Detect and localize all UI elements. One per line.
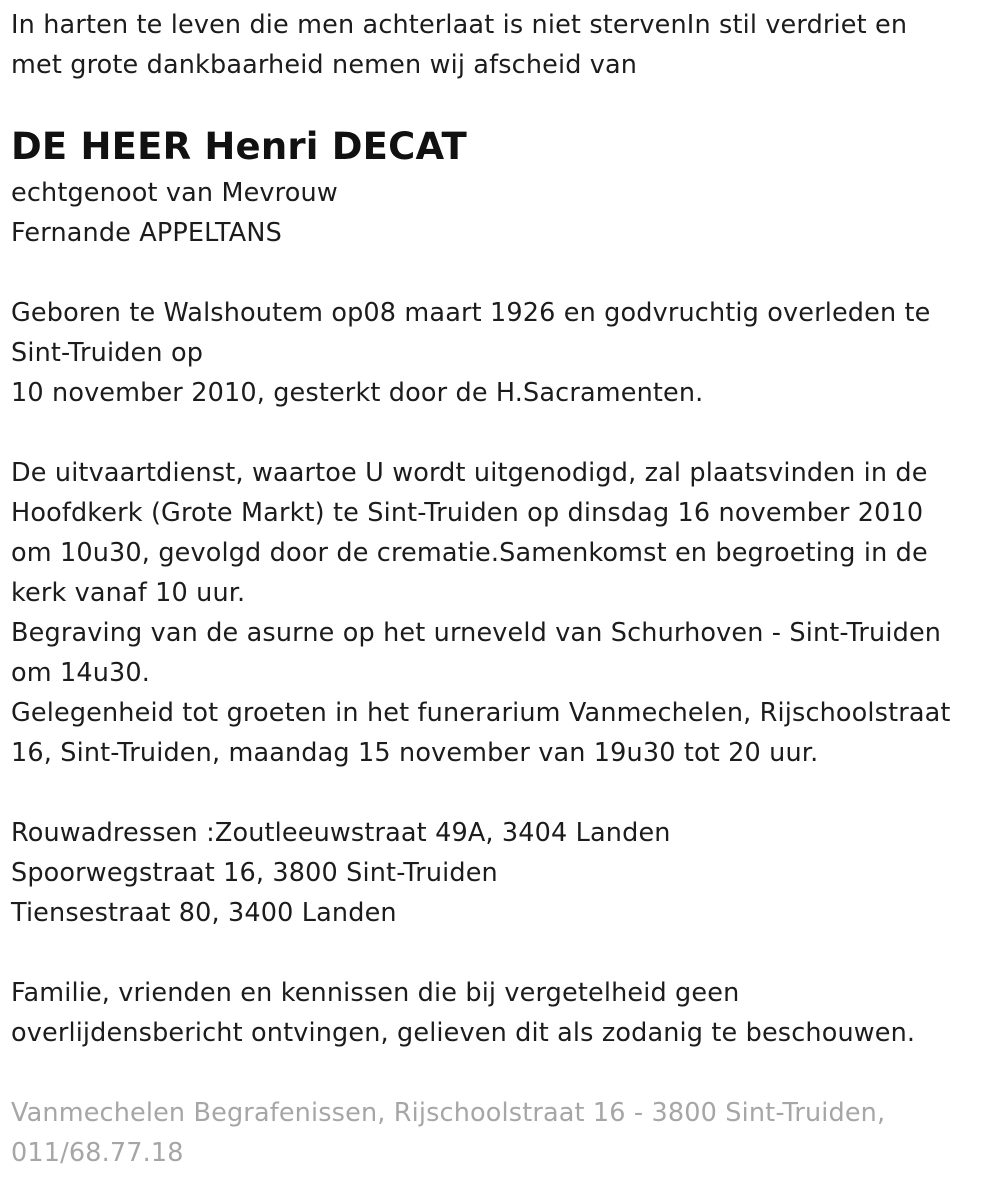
obituary-notice	[11, 0, 996, 1173]
closing-line: overlijdensbericht ontvingen, gelieven dit als zodanig te beschouwen.	[11, 1018, 916, 1048]
ceremony-line: om 14u30.	[11, 658, 151, 688]
mourning-addresses	[11, 813, 996, 933]
spacer	[11, 933, 996, 973]
spacer	[11, 1053, 996, 1093]
closing-line: Familie, vrienden en kennissen die bij vergetelheid geen	[11, 978, 740, 1008]
spouse-line: Fernande APPELTANS	[11, 218, 282, 248]
footer-line: Vanmechelen Begrafenissen, Rijschoolstraat 16 - 3800 Sint-Truiden,	[11, 1098, 886, 1128]
birth-line: Geboren te Walshoutem op08 maart 1926 en godvruchtig overleden te	[11, 298, 931, 328]
ceremony-line: kerk vanaf 10 uur.	[11, 578, 246, 608]
footer-line: 011/68.77.18	[11, 1138, 184, 1168]
intro-line: met grote dankbaarheid nemen wij afscheid van	[11, 50, 638, 80]
ceremony-line: om 10u30, gevolgd door de crematie.Samenkomst en begroeting in de	[11, 538, 928, 568]
ceremony-info	[11, 453, 996, 773]
ceremony-line: Hoofdkerk (Grote Markt) te Sint-Truiden op dinsdag 16 november 2010	[11, 498, 924, 528]
ceremony-line: Gelegenheid tot groeten in het funerarium Vanmechelen, Rijschoolstraat	[11, 698, 951, 728]
address-line: Tiensestraat 80, 3400 Landen	[11, 898, 397, 928]
intro-text	[11, 5, 996, 85]
address-line: Rouwadressen :Zoutleeuwstraat 49A, 3404 Landen	[11, 818, 671, 848]
deceased-name: DE HEER Henri DECAT	[11, 125, 467, 168]
birth-line: 10 november 2010, gesterkt door de H.Sacramenten.	[11, 378, 704, 408]
address-line: Spoorwegstraat 16, 3800 Sint-Truiden	[11, 858, 498, 888]
spouse-info	[11, 173, 996, 253]
birth-line: Sint-Truiden op	[11, 338, 204, 368]
intro-line: In harten te leven die men achterlaat is niet stervenIn stil verdriet en	[11, 10, 908, 40]
ceremony-line: Begraving van de asurne op het urneveld van Schurhoven - Sint-Truiden	[11, 618, 942, 648]
spacer	[11, 413, 996, 453]
ceremony-line: De uitvaartdienst, waartoe U wordt uitgenodigd, zal plaatsvinden in de	[11, 458, 928, 488]
spacer	[11, 253, 996, 293]
spacer	[11, 773, 996, 813]
birth-death-info	[11, 293, 996, 413]
closing-note	[11, 973, 996, 1053]
spouse-line: echtgenoot van Mevrouw	[11, 178, 338, 208]
ceremony-line: 16, Sint-Truiden, maandag 15 november van 19u30 tot 20 uur.	[11, 738, 819, 768]
funeral-home-footer	[11, 1093, 996, 1173]
